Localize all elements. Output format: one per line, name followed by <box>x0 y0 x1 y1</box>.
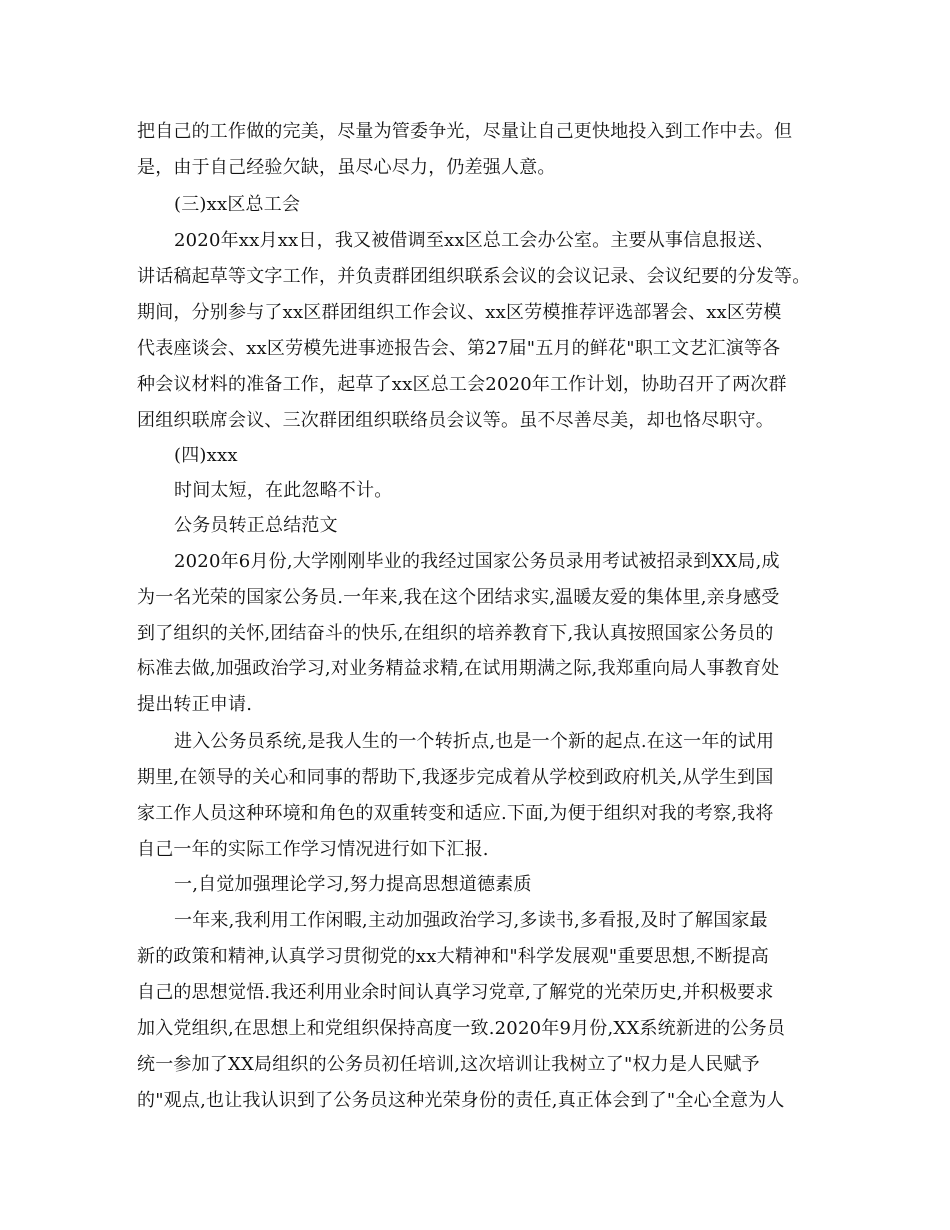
paragraph-line: 期里,在领导的关心和同事的帮助下,我逐步完成着从学校到政府机关,从学生到国 <box>137 767 774 788</box>
section-heading: 一,自觉加强理论学习,努力提高思想道德素质 <box>174 874 532 895</box>
paragraph-line: 提出转正申请. <box>137 694 253 715</box>
paragraph-line: 种会议材料的准备工作，起草了xx区总工会2020年工作计划，协助召开了两次群 <box>137 374 787 395</box>
paragraph-line: 的"观点,也让我认识到了公务员这种光荣身份的责任,真正体会到了"全心全意为人 <box>137 1090 785 1111</box>
paragraph-line: 2020年6月份,大学刚刚毕业的我经过国家公务员录用考试被招录到XX局,成 <box>174 551 780 572</box>
paragraph-line: 加入党组织,在思想上和党组织保持高度一致.2020年9月份,XX系统新进的公务员 <box>137 1018 786 1039</box>
paragraph-line: 到了组织的关怀,团结奋斗的快乐,在组织的培养教育下,我认真按照国家公务员的 <box>137 623 774 644</box>
paragraph-line: 家工作人员这种环境和角色的双重转变和适应.下面,为便于组织对我的考察,我将 <box>137 803 774 824</box>
paragraph-line: 进入公务员系统,是我人生的一个转折点,也是一个新的起点.在这一年的试用 <box>174 731 775 752</box>
document-title: 公务员转正总结范文 <box>174 515 338 536</box>
paragraph-line: 自己的思想觉悟.我还利用业余时间认真学习党章,了解党的光荣历史,并积极要求 <box>137 982 774 1003</box>
paragraph-line: 统一参加了XX局组织的公务员初任培训,这次培训让我树立了"权力是人民赋予 <box>137 1054 760 1075</box>
paragraph-line: 新的政策和精神,认真学习贯彻党的xx大精神和"科学发展观"重要思想,不断提高 <box>137 946 769 967</box>
section-heading: (四)xxx <box>174 445 238 466</box>
paragraph-line: 是，由于自己经验欠缺，虽尽心尽力，仍差强人意。 <box>137 157 556 178</box>
paragraph-line: 一年来,我利用工作闲暇,主动加强政治学习,多读书,多看报,及时了解国家最 <box>174 910 768 931</box>
paragraph-line: 2020年xx月xx日，我又被借调至xx区总工会办公室。主要从事信息报送、 <box>174 230 775 251</box>
paragraph-line: 把自己的工作做的完美，尽量为管委争光，尽量让自己更快地投入到工作中去。但 <box>137 121 793 142</box>
paragraph-line: 标准去做,加强政治学习,对业务精益求精,在试用期满之际,我郑重向局人事教育处 <box>137 658 780 679</box>
paragraph-line: 期间，分别参与了xx区群团组织工作会议、xx区劳模推荐评选部署会、xx区劳模 <box>137 302 782 323</box>
paragraph-line: 时间太短，在此忽略不计。 <box>174 480 393 501</box>
paragraph-line: 自己一年的实际工作学习情况进行如下汇报. <box>137 839 489 860</box>
paragraph-line: 代表座谈会、xx区劳模先进事迹报告会、第27届"五月的鲜花"职工文艺汇演等各 <box>137 338 781 359</box>
section-heading: (三)xx区总工会 <box>174 194 301 215</box>
paragraph-line: 讲话稿起草等文字工作，并负责群团组织联系会议的会议记录、会议纪要的分发等。 <box>137 266 811 287</box>
paragraph-line: 为一名光荣的国家公务员.一年来,我在这个团结求实,温暖友爱的集体里,亲身感受 <box>137 587 780 608</box>
paragraph-line: 团组织联席会议、三次群团组织联络员会议等。虽不尽善尽美，却也恪尽职守。 <box>137 410 774 431</box>
